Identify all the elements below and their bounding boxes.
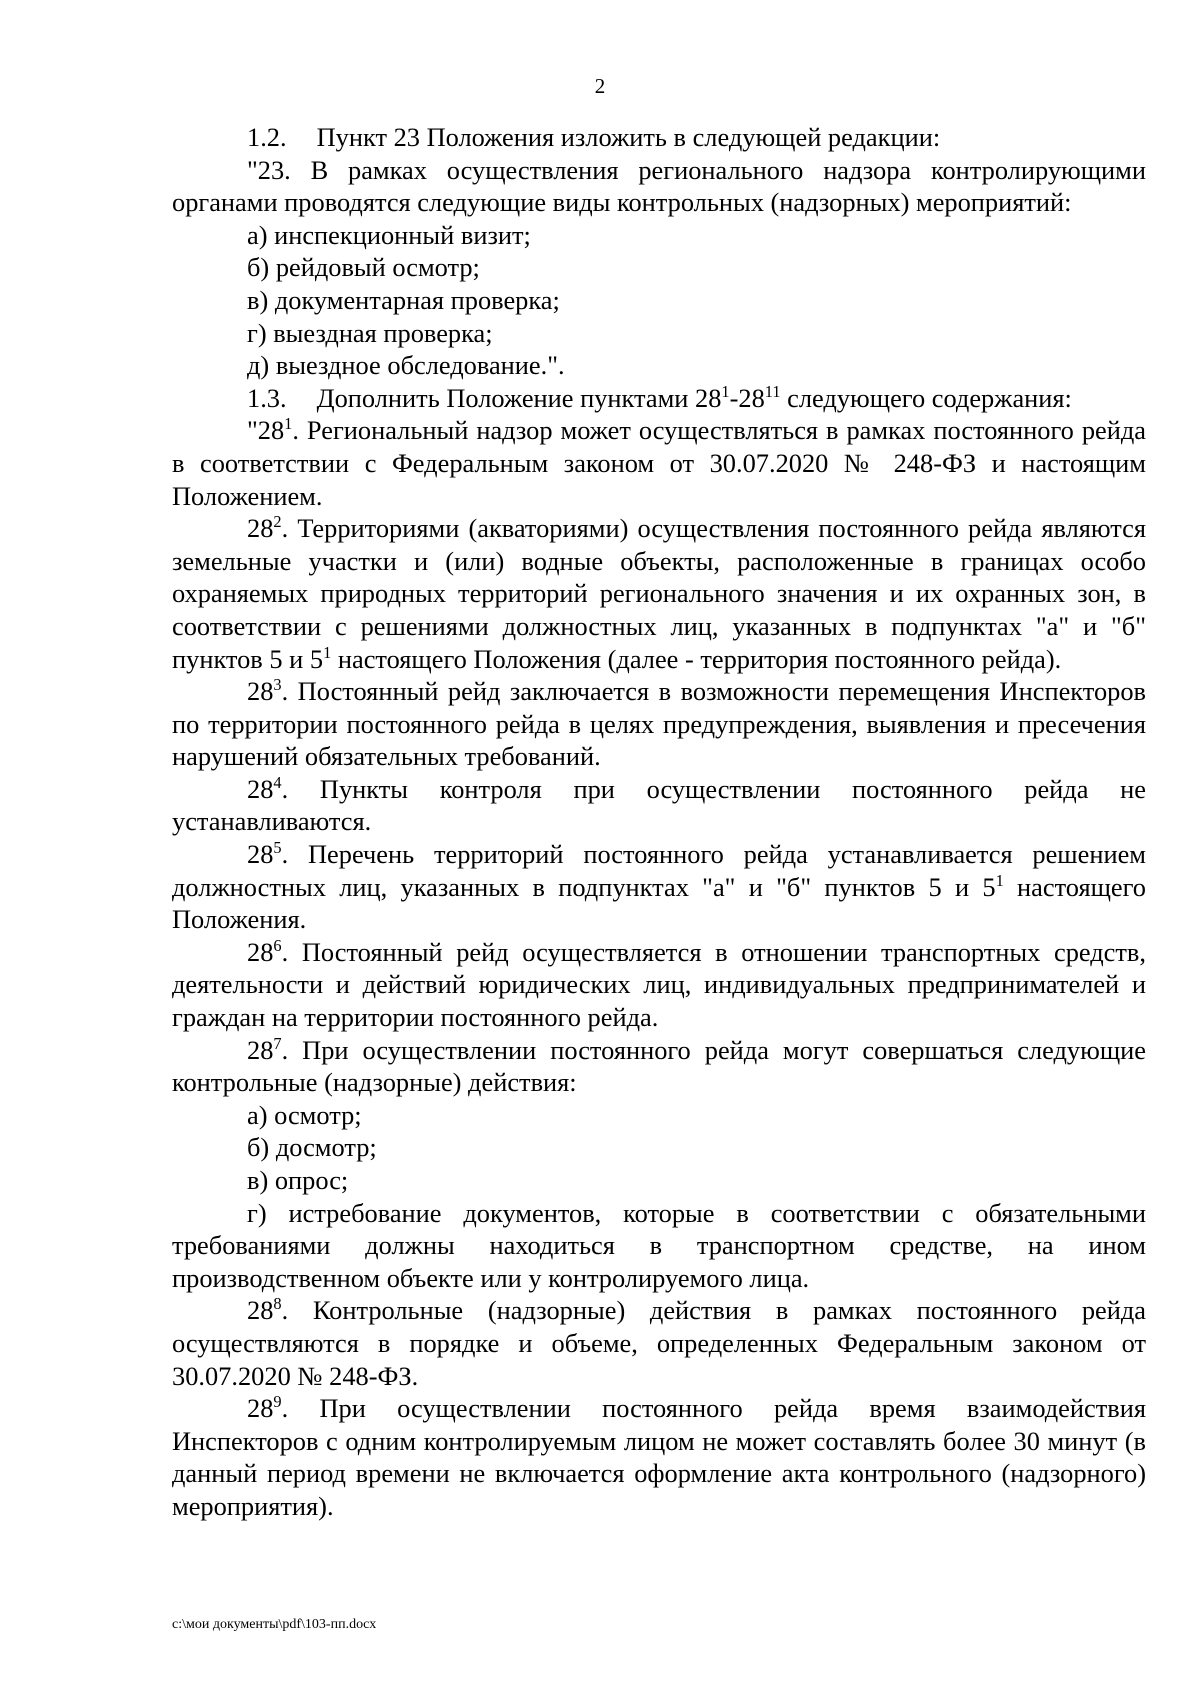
- document-body: [172, 121, 1146, 1523]
- list-item-v: в) документарная проверка;: [247, 284, 560, 315]
- paragraph-28-7: $28^7$. При осуществлении постоянного рейда могут совершаться следующие контрольные (надзорные) действия:: [172, 1033, 1146, 1098]
- list-item-b: б) досмотр;: [247, 1132, 377, 1163]
- clause-number: 1.2.: [247, 122, 287, 152]
- file-path-footer: c:\мои документы\pdf\103-пп.docx: [172, 1617, 377, 1632]
- list-item-a: а) осмотр;: [247, 1099, 362, 1130]
- page-number: 2: [594, 74, 606, 98]
- paragraph-28-1: "$28^1$. Региональный надзор может осуществляться в рамках постоянного рейда в соответствии с Федеральным законом от 30.07.2020 № 248-ФЗ и настоящим Положением.: [172, 414, 1146, 511]
- list-item-g: г) истребование документов, которые в соответствии с обязательными требованиями должны находиться в транспортном средстве, на ином производственном объекте или у контролируемого лица.: [172, 1197, 1146, 1293]
- paragraph-28-5: $28^5$. Перечень территорий постоянного рейда устанавливается решением должностных лиц, указанных в подпунктах "а" и "б" пунктов 5 и $5^1$ настоящего Положения.: [172, 838, 1147, 935]
- paragraph-28-8: $28^8$. Контрольные (надзорные) действия в рамках постоянного рейда осуществляются в порядке и объеме, определенных Федеральным законом от 30.07.2020 № 248-ФЗ.: [172, 1294, 1146, 1391]
- paragraph-23: "23. В рамках осуществления регионального надзора контролирующими органами проводятся следующие виды контрольных (надзорных) мероприятий:: [172, 154, 1146, 218]
- clause-number: 1.3.: [247, 382, 287, 413]
- list-item-d: д) выездное обследование.".: [247, 350, 565, 381]
- list-item-v: в) опрос;: [247, 1165, 349, 1195]
- paragraph-28-3: $28^3$. Постоянный рейд заключается в возможности перемещения Инспекторов по территории постоянного рейда в целях предупреждения, выявления и пресечения нарушений обязательных требований.: [172, 675, 1146, 772]
- paragraph-28-6: $28^6$. Постоянный рейд осуществляется в отношении транспортных средств, деятельности и действий юридических лиц, индивидуальных предпринимателей и граждан на территории постоянного рейда.: [172, 936, 1146, 1033]
- paragraph-28-9: $28^9$. При осуществлении постоянного рейда время взаимодействия Инспекторов с одним контролируемым лицом не может составлять более 30 минут (в данный период времени не включается оформление акта контрольного (надзорного) мероприятия).: [172, 1392, 1146, 1521]
- paragraph-1-2: 1.2. Пункт 23 Положения изложить в следующей редакции:: [247, 122, 941, 152]
- list-item-g: г) выездная проверка;: [247, 317, 493, 348]
- paragraph-28-4: $28^4$. Пункты контроля при осуществлении постоянного рейда не устанавливаются.: [172, 773, 1146, 837]
- paragraph-1-3: 1.3. Дополнить Положение пунктами $28^1-28^{11}$ следующего содержания:: [247, 381, 1072, 413]
- list-item-a: а) инспекционный визит;: [247, 219, 531, 250]
- list-item-b: б) рейдовый осмотр;: [247, 252, 480, 283]
- paragraph-28-2: $28^2$. Территориями (акваториями) осуществления постоянного рейда являются земельные участки и (или) водные объекты, расположенные в границах особо охраняемых природных территорий регионального значения и их охранных зон, в соответствии с решениями должностных лиц, указанных в подпунктах "а" и "б" пунктов 5 и $5^1$ настоящего Положения (далее - территория постоянного рейда).: [172, 512, 1146, 674]
